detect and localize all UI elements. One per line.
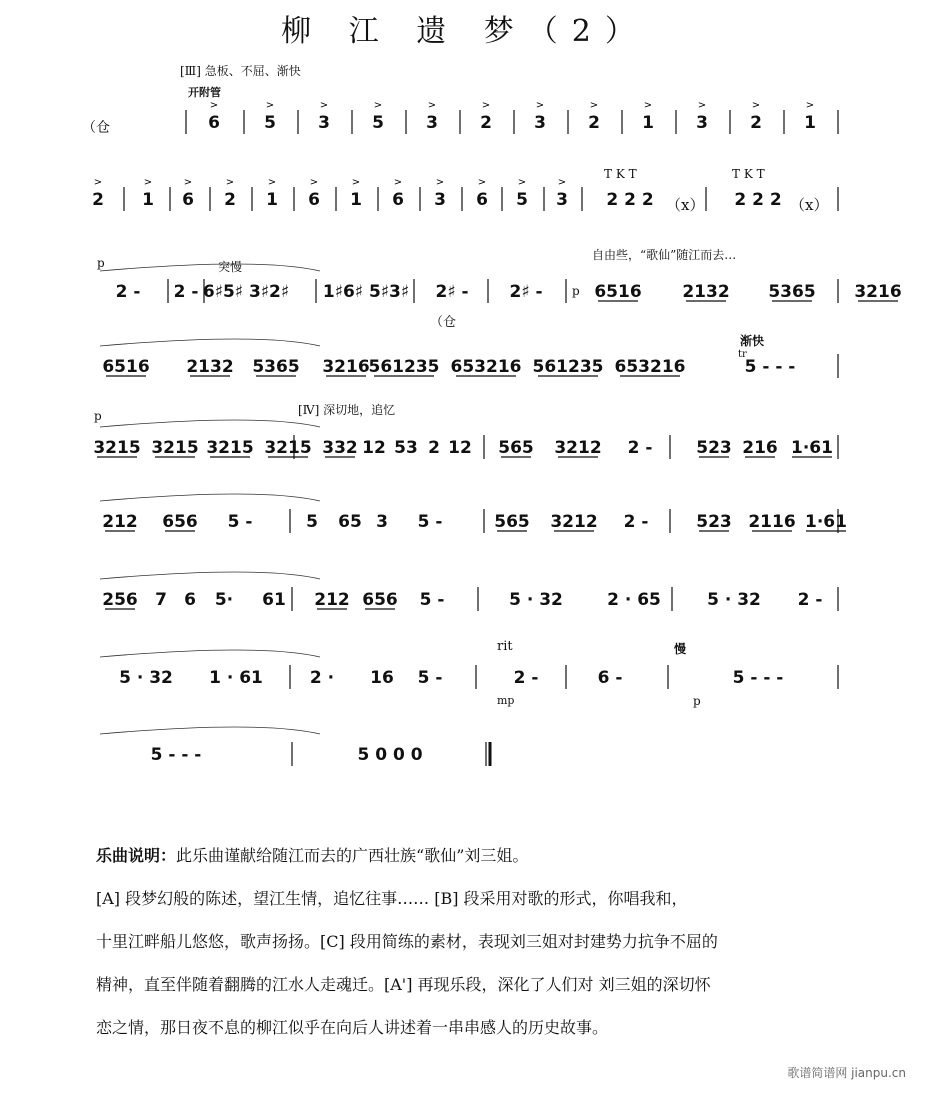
accent-mark: >	[589, 100, 599, 111]
slur-arc	[100, 420, 320, 427]
note-group: 561235	[368, 357, 440, 377]
note-group: 2♯ -	[435, 282, 469, 302]
dynamic-p-4: p	[693, 694, 701, 708]
note-group: 1 · 61	[209, 668, 263, 688]
accel-label: 渐快	[740, 334, 765, 348]
note-group: 1	[804, 113, 816, 133]
note-group: 656	[362, 590, 398, 610]
note-group: 2 2 2	[734, 190, 782, 210]
note-group: 3	[434, 190, 446, 210]
tkt-label-1: T K T	[604, 167, 637, 181]
note-group: 2 ·	[309, 668, 335, 688]
explanation-line-3: 十里江畔船儿悠悠，歌声扬扬。[C] 段用简练的素材，表现刘三姐对封建势力抗争不屈的	[96, 932, 718, 951]
sudden-slow-label: 突慢	[218, 260, 243, 274]
note-group: 1	[142, 190, 154, 210]
note-group: 2	[92, 190, 104, 210]
note-group: 3215	[206, 438, 254, 458]
note-group: 5 -	[227, 512, 253, 532]
note-group: 5	[306, 512, 318, 532]
note-group: 653216	[450, 357, 522, 377]
note-group: 216	[742, 438, 778, 458]
explanation-line-4: 精神，直至伴随着翻腾的江水人走魂迁。[A'] 再现乐段，深化了人们对 刘三姐的深切怀	[96, 975, 711, 994]
rit-label: rit	[497, 639, 513, 654]
note-group: 5 · 32	[707, 590, 761, 610]
slur-arc	[100, 264, 320, 271]
explanation	[96, 834, 856, 1049]
note-group: 5365	[768, 282, 816, 302]
note-group: 5 -	[417, 668, 443, 688]
section-marking-3: [Ⅲ] 急板、不屈、渐快	[180, 64, 301, 78]
trill-label: tr	[738, 349, 747, 360]
note-group: 2	[224, 190, 236, 210]
note-group: 3216	[854, 282, 902, 302]
note-group: 1	[642, 113, 654, 133]
note-group: 6 -	[597, 668, 623, 688]
accent-mark: >	[805, 100, 815, 111]
note-group: 2132	[186, 357, 234, 377]
note-group: 5365	[252, 357, 300, 377]
note-group: 6	[208, 113, 220, 133]
note-group: 2♯ -	[509, 282, 543, 302]
note-group: 6516	[594, 282, 642, 302]
score-row-1	[186, 100, 838, 134]
mp-label: mp	[497, 694, 515, 707]
accent-mark: >	[183, 177, 193, 188]
accent-mark: >	[697, 100, 707, 111]
note-group: 2	[480, 113, 492, 133]
score-row-5	[93, 420, 838, 459]
accent-mark: >	[751, 100, 761, 111]
note-group: 5 -	[419, 590, 445, 610]
note-group: 6♯5♯ 3♯2♯	[202, 282, 290, 302]
accent-mark: >	[535, 100, 545, 111]
note-group: 2 -	[627, 438, 653, 458]
watermark: 歌谱简谱网 jianpu.cn	[787, 1066, 906, 1080]
note-group: 65	[338, 512, 362, 532]
slur-arc	[100, 494, 320, 501]
note-group: 53	[394, 438, 418, 458]
note-group: 561235	[532, 357, 604, 377]
score-row-6	[100, 494, 847, 533]
note-group: 2	[750, 113, 762, 133]
note-group: 61	[262, 590, 286, 610]
note-group: 3	[318, 113, 330, 133]
note-group: 212	[314, 590, 350, 610]
note-group: 2 · 65	[607, 590, 661, 610]
accent-mark: >	[373, 100, 383, 111]
dynamic-p-1: p	[97, 256, 105, 270]
accent-mark: >	[481, 100, 491, 111]
note-group: 3	[426, 113, 438, 133]
accent-mark: >	[557, 177, 567, 188]
slur-arc	[100, 572, 320, 579]
score-row-4	[100, 339, 838, 378]
accent-mark: >	[435, 177, 445, 188]
note-group: 3212	[550, 512, 598, 532]
note-group: 6	[184, 590, 196, 610]
note-group: 3215	[264, 438, 312, 458]
note-group: 212	[102, 512, 138, 532]
note-group: 5	[516, 190, 528, 210]
accent-mark: >	[143, 177, 153, 188]
x-label-2: （x）	[790, 196, 829, 214]
note-group: 6	[182, 190, 194, 210]
explanation-line-1: 此乐曲谨献给随江而去的广西壮族“歌仙”刘三姐。	[176, 846, 529, 865]
note-group: 5·	[214, 590, 234, 610]
note-group: 2 -	[797, 590, 823, 610]
slow-label: 慢	[674, 642, 687, 656]
open-pipe-label: 开附管	[188, 86, 221, 99]
explanation-line-2: [A] 段梦幻般的陈述，望江生情，追忆往事…… [B] 段采用对歌的形式，你唱我和，	[96, 889, 688, 908]
slur-arc	[100, 727, 320, 734]
note-group: 656	[162, 512, 198, 532]
note-group: 5 -	[417, 512, 443, 532]
accent-mark: >	[351, 177, 361, 188]
note-group: 12	[448, 438, 472, 458]
accent-mark: >	[477, 177, 487, 188]
note-group: 3216	[322, 357, 370, 377]
note-group: 3215	[93, 438, 141, 458]
note-group: 2132	[682, 282, 730, 302]
score-row-8	[100, 650, 838, 689]
slur-arc	[100, 339, 320, 346]
note-group: 6	[392, 190, 404, 210]
accent-mark: >	[209, 100, 219, 111]
note-group: 6516	[102, 357, 150, 377]
slur-arc	[100, 650, 320, 657]
note-group: 2 -	[115, 282, 141, 302]
note-group: 2116	[748, 512, 796, 532]
gong-label-2: （仓	[430, 315, 457, 330]
note-group: 2	[588, 113, 600, 133]
accent-mark: >	[517, 177, 527, 188]
note-group: 5	[372, 113, 384, 133]
dynamic-p-3: p	[94, 409, 102, 423]
note-group: 523	[696, 512, 732, 532]
note-group: 3212	[554, 438, 602, 458]
section-marking-4: [Ⅳ] 深切地，追忆	[298, 403, 396, 417]
explanation-line-5: 恋之情，那日夜不息的柳江似乎在向后人讲述着一串串感人的历史故事。	[96, 1018, 609, 1037]
score-row-7	[100, 572, 838, 611]
note-group: 5 0 0 0	[357, 745, 423, 765]
note-group: 2 -	[513, 668, 539, 688]
note-group: 16	[370, 668, 394, 688]
note-group: 5 - - -	[150, 745, 202, 765]
gong-label-1: （仓	[82, 120, 110, 136]
note-group: 5 - - -	[732, 668, 784, 688]
note-group: 2 2 2	[606, 190, 654, 210]
accent-mark: >	[225, 177, 235, 188]
note-group: 2 -	[173, 282, 199, 302]
note-group: 3	[376, 512, 388, 532]
explanation-heading: 乐曲说明：	[96, 846, 177, 865]
note-group: 12	[362, 438, 386, 458]
note-group: 5 · 32	[119, 668, 173, 688]
note-group: 5 - - -	[744, 357, 796, 377]
x-label-1: （x）	[666, 196, 705, 214]
accent-mark: >	[267, 177, 277, 188]
note-group: 5	[264, 113, 276, 133]
tkt-label-2: T K T	[732, 167, 765, 181]
page-title: 柳 江 遗 梦（2）	[281, 14, 649, 49]
note-group: 1♯6♯ 5♯3♯	[322, 282, 410, 302]
note-group: 565	[498, 438, 534, 458]
accent-mark: >	[427, 100, 437, 111]
accent-mark: >	[309, 177, 319, 188]
note-group: 7	[155, 590, 167, 610]
note-group: 332	[322, 438, 358, 458]
note-group: 256	[102, 590, 138, 610]
note-group: 1·61	[805, 512, 847, 532]
note-group: 1	[266, 190, 278, 210]
note-group: 6	[476, 190, 488, 210]
note-group: 653216	[614, 357, 686, 377]
note-group: 5 · 32	[509, 590, 563, 610]
note-group: 3	[556, 190, 568, 210]
accent-mark: >	[265, 100, 275, 111]
score-row-2	[92, 177, 838, 211]
note-group: 565	[494, 512, 530, 532]
accent-mark: >	[393, 177, 403, 188]
score-row-9	[100, 727, 490, 766]
note-group: 2 -	[623, 512, 649, 532]
accent-mark: >	[93, 177, 103, 188]
accent-mark: >	[319, 100, 329, 111]
note-group: 1	[350, 190, 362, 210]
note-group: 2	[428, 438, 440, 458]
free-tempo-label: 自由些，“歌仙”随江而去…	[592, 248, 737, 262]
dynamic-p-2: p	[572, 284, 580, 298]
note-group: 523	[696, 438, 732, 458]
note-group: 6	[308, 190, 320, 210]
accent-mark: >	[643, 100, 653, 111]
note-group: 3	[696, 113, 708, 133]
note-group: 3215	[151, 438, 199, 458]
note-group: 3	[534, 113, 546, 133]
note-group: 1·61	[791, 438, 833, 458]
